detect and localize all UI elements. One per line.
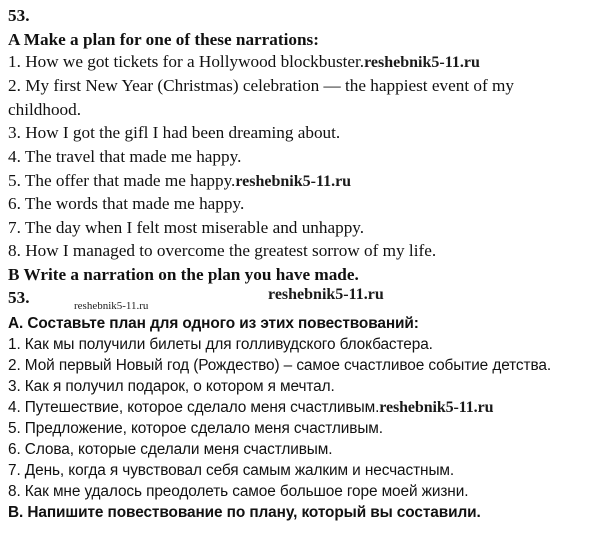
list-item-ru-2: 2. Мой первый Новый год (Рождество) – самое счастливое событие детства. (8, 357, 552, 374)
list-item-ru-8: 8. Как мне удалось преодолеть самое большое горе моей жизни. (8, 483, 469, 500)
task-a-heading-ru: А. Составьте план для одного из этих повествований: (8, 315, 419, 332)
exercise-number-ru: 53. (8, 288, 30, 307)
list-item-en-7: 7. The day when I felt most miserable and unhappy. (8, 218, 365, 237)
list-item-ru-4: 4. Путешествие, которое сделало меня счастливым.reshebnik5-11.ru (8, 399, 494, 416)
list-item-en-4: 4. The travel that made me happy. (8, 147, 242, 166)
watermark: reshebnik5-11.ru (379, 399, 494, 416)
list-item-en-2-cont: childhood. (8, 100, 82, 119)
watermark: reshebnik5-11.ru (364, 54, 480, 71)
list-item-en-1: 1. How we got tickets for a Hollywood blockbuster.reshebnik5-11.ru (8, 52, 480, 71)
exercise-number-en: 53. (8, 6, 30, 25)
list-item-ru-1: 1. Как мы получили билеты для голливудского блокбастера. (8, 336, 433, 353)
task-b-heading-ru: В. Напишите повествование по плану, который вы составили. (8, 504, 481, 521)
watermark: reshebnik5-11.ru (235, 173, 352, 190)
watermark: reshebnik5-11.ru (268, 286, 384, 303)
list-item-ru-6: 6. Слова, которые сделали меня счастливым. (8, 441, 333, 458)
list-item-ru-3: 3. Как я получил подарок, о котором я мечтал. (8, 378, 335, 395)
list-item-ru-7: 7. День, когда я чувствовал себя самым жалким и несчастным. (8, 462, 455, 479)
list-item-en-6: 6. The words that made me happy. (8, 194, 245, 213)
list-item-en-5: 5. The offer that made me happy.reshebnik5-11.ru (8, 171, 352, 190)
list-item-en-2: 2. My first New Year (Christmas) celebration — the happiest event of my (8, 76, 514, 95)
task-b-heading-en: B Write a narration on the plan you have made. (8, 265, 359, 284)
list-item-ru-5: 5. Предложение, которое сделало меня счастливым. (8, 420, 383, 437)
list-item-en-8: 8. How I managed to overcome the greatest sorrow of my life. (8, 241, 437, 260)
list-item-en-3: 3. How I got the gifl I had been dreaming about. (8, 123, 341, 142)
task-a-heading-en: A Make a plan for one of these narrations: (8, 30, 319, 49)
watermark-small: reshebnik5-11.ru (74, 300, 149, 312)
